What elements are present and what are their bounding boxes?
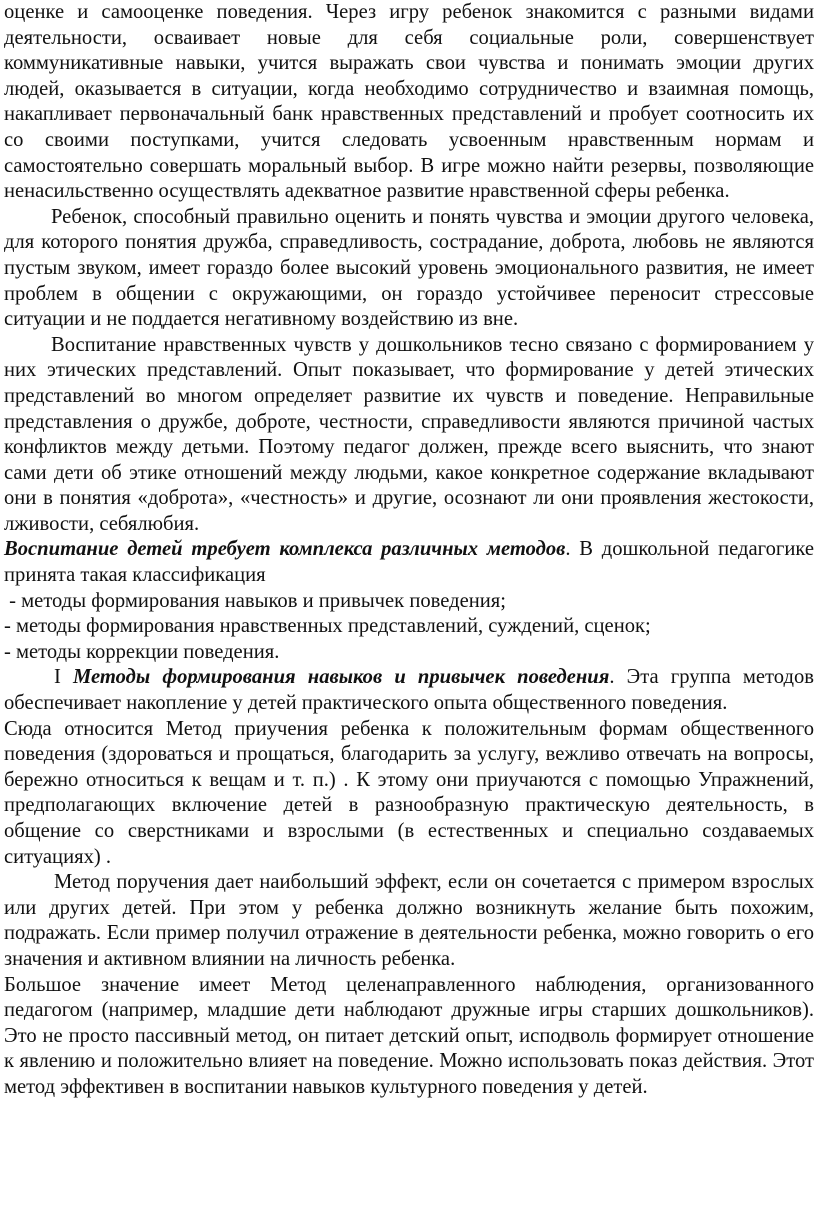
methods-intro-text: . В дошкольной педагогике принята такая классификация bbox=[4, 538, 814, 587]
list-item-correction: - методы коррекции поведения. bbox=[4, 640, 280, 663]
list-item-habits: - методы формирования навыков и привычек поведения; bbox=[4, 589, 506, 612]
paragraph-methods-intro bbox=[4, 537, 814, 588]
paragraph-game-role: оценке и самооценке поведения. Через игру ребенок знакомится с разными видами деятельности, осваивает новые для себя социальные роли, совершенствует коммуникативные навыки, учится выражать свои чувства и понимать эмоции других людей, оказывается в ситуации, когда необходимо сотрудничество и взаимная помощь, накапливает первоначальный банк нравственных представлений и пробует соотносить их со своими поступками, учится следовать усвоенным нравственным нормам и самостоятельно совершать моральный выбор. В игре можно найти резервы, позволяющие ненасильственно осуществлять адекватное развитие нравственной сферы ребенка. bbox=[4, 1, 814, 203]
paragraph-emotional-development: Ребенок, способный правильно оценить и понять чувства и эмоции другого человека, для которого понятия дружба, справедливость, сострадание, доброта, любовь не являются пустым звуком, имеет гораздо более высокий уровень эмоционального развития, не имеет проблем в общении с окружающими, он гораздо устойчивее переносит стрессовые ситуации и не поддается негативному воздействию из вне. bbox=[4, 205, 814, 331]
method-group-numeral: I bbox=[54, 666, 74, 689]
document-page bbox=[4, 0, 814, 1101]
methods-intro-emphasis: Воспитание детей требует комплекса различных методов bbox=[4, 538, 566, 561]
method-group-text: . Эта группа методов обеспечивает накопление у детей практического опыта общественного поведения. bbox=[4, 666, 814, 715]
list-item-representations: - методы формирования нравственных представлений, суждений, сценок; bbox=[4, 615, 651, 638]
paragraph-method-group-one bbox=[4, 665, 814, 716]
paragraph-moral-feelings: Воспитание нравственных чувств у дошкольников тесно связано с формированием у них этических представлений. Опыт показывает, что формирование у детей этических представлений во многом определяет развитие их чувств и поведение. Неправильные представления о дружбе, доброте, честности, справедливости являются причиной частых конфликтов между детьми. Поэтому педагог должен, прежде всего выяснить, что знают сами дети об этике отношений между людьми, какое конкретное содержание вкладывают они в понятия «доброта», «честность» и другие, осознают ли они проявления жестокости, лживости, себялюбия. bbox=[4, 333, 814, 535]
paragraph-observation: Большое значение имеет Метод целенаправленного наблюдения, организованного педагогом (например, младшие дети наблюдают дружные игры старших дошкольников). Это не просто пассивный метод, он питает детский опыт, исподволь формирует отношение к явлению и положительно влияет на поведение. Можно использовать показ действия. Этот метод эффективен в воспитании навыков культурного поведения у детей. bbox=[4, 973, 814, 1098]
paragraph-assignment: Метод поручения дает наибольший эффект, если он сочетается с примером взрослых или других детей. При этом у ребенка должно возникнуть желание быть похожим, подражать. Если пример получил отражение в деятельности ребенка, можно говорить о его значения и активном влиянии на личность ребенка. bbox=[4, 871, 814, 970]
method-group-heading: Методы формирования навыков и привычек поведения bbox=[73, 666, 610, 689]
paragraph-accustoming: Сюда относится Метод приучения ребенка к положительным формам общественного поведения (здороваться и прощаться, благодарить за услугу, вежливо отвечать на вопросы, бережно относиться к вещам и т. п.) . К этому они приучаются с помощью Упражнений, предполагающих включение детей в разнообразную практическую деятельность, в общение со сверстниками и взрослыми (в естественных и специально создаваемых ситуациях) . bbox=[4, 717, 814, 868]
